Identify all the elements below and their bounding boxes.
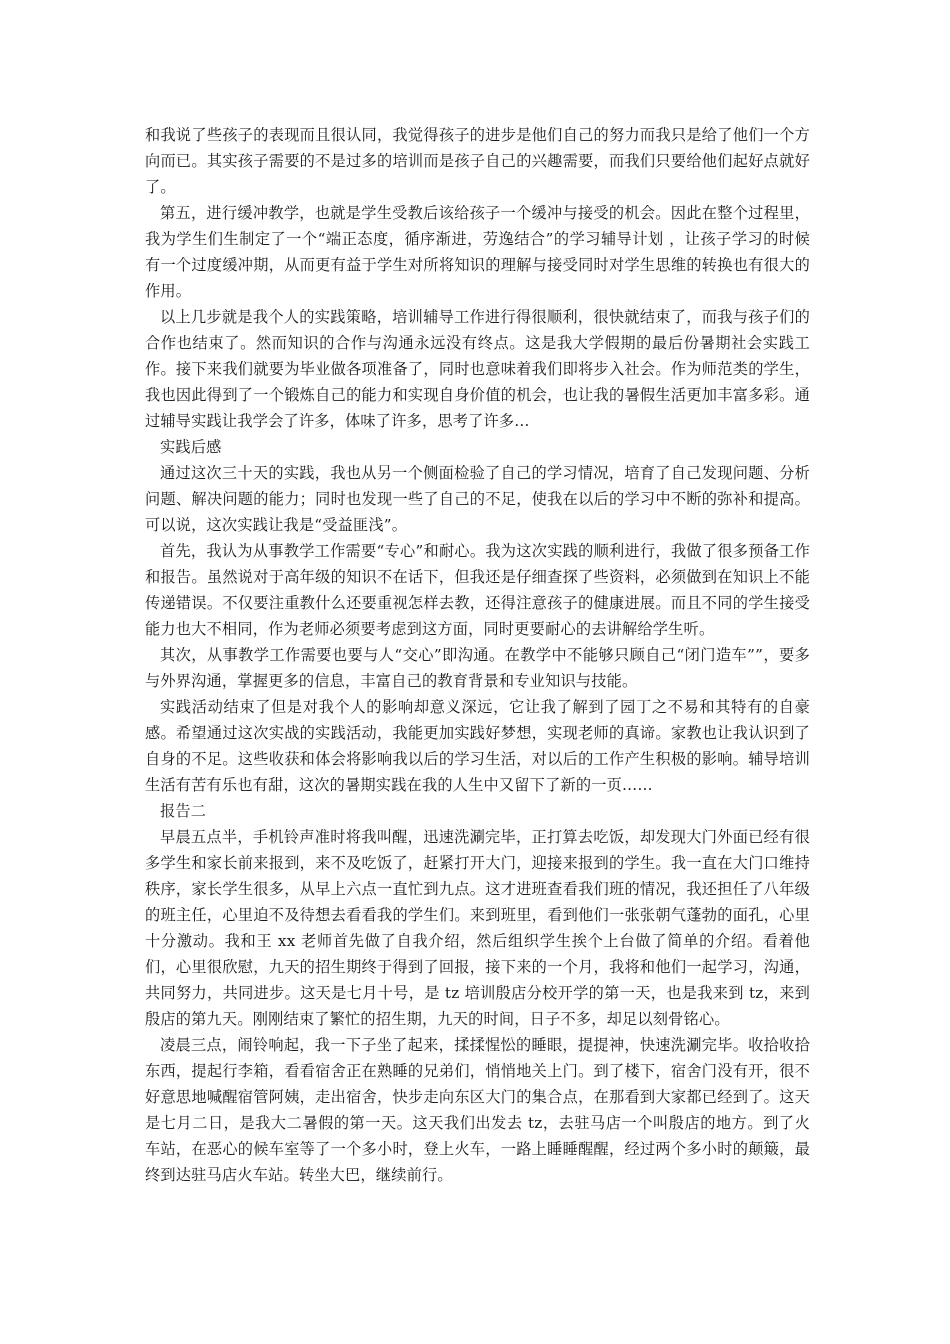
paragraph-11: 凌晨三点，闹铃响起，我一下子坐了起来，揉揉惺忪的睡眼，提提神，快速洗涮完毕。收拾收拾东西，提起行李箱，看看宿舍正在熟睡的兄弟们，悄悄地关上门。到了楼下，宿舍门没有开，很不好意思地喊醒宿管阿姨，走出宿舍，快步走向东区大门的集合点，在那看到大家都已经到了。这天是七月二日，是我大二暑假的第一天。这天我们出发去 tz，去驻马店一个叫殷店的地方。到了火车站，在恶心的候车室等了一个多小时，登上火车，一路上睡睡醒醒，经过两个多小时的颠簸，最终到达驻马店火车站。转坐大巴，继续前行。 (145, 1036, 810, 1184)
paragraph-10: 早晨五点半，手机铃声准时将我叫醒，迅速洗涮完毕，正打算去吃饭，却发现大门外面已经有很多学生和家长前来报到，来不及吃饭了，赶紧打开大门，迎接来报到的学生。我一直在大门口维持秩序，家长学生很多，从早上六点一直忙到九点。这才进班查看我们班的情况，我还担任了八年级的班主任，心里迫不及待想去看看我的学生们。来到班里，看到他们一张张朝气蓬勃的面孔，心里十分激动。我和王 xx 老师首先做了自我介绍，然后组织学生挨个上台做了简单的介绍。看着他们，心里很欣慰，九天的招生期终于得到了回报，接下来的一个月，我将和他们一起学习，沟通，共同努力，共同进步。这天是七月十号，是 tz 培训殷店分校开学的第一天，也是我来到 tz，来到殷店的第九天。刚刚结束了繁忙的招生期，九天的时间，日子不多，却足以刻骨铭心。 (145, 828, 810, 1028)
paragraph-5: 通过这次三十天的实践，我也从另一个侧面检验了自己的学习情况，培育了自己发现问题、分析问题、解决问题的能力；同时也发现一些了自己的不足，使我在以后的学习中不断的弥补和提高。可以说，这次实践让我是“受益匪浅”。 (145, 464, 810, 534)
paragraph-8: 实践活动结束了但是对我个人的影响却意义深远，它让我了解到了园丁之不易和其特有的自豪感。希望通过这次实战的实践活动，我能更加实践好梦想，实现老师的真谛。家教也让我认识到了自身的不足。这些收获和体会将影响我以后的学习生活，对以后的工作产生积极的影响。辅导培训生活有苦有乐也有甜，这次的暑期实践在我的人生中又留下了新的一页…… (145, 698, 810, 794)
document-body (145, 122, 810, 1188)
paragraph-2: 第五，进行缓冲教学，也就是学生受教后该给孩子一个缓冲与接受的机会。因此在整个过程里，我为学生们生制定了一个“端正态度，循序渐进，劳逸结合”的学习辅导计划 ，让孩子学习的时候有一个过度缓冲期，从而更有益于学生对所将知识的理解与接受同时对学生思维的转换也有很大的作用。 (145, 204, 810, 300)
paragraph-1: 和我说了些孩子的表现而且很认同，我觉得孩子的进步是他们自己的努力而我只是给了他们一个方向而已。其实孩子需要的不是过多的培训而是孩子自己的兴趣需要，而我们只要给他们起好点就好了。 (145, 126, 810, 196)
paragraph-7: 其次，从事教学工作需要也要与人“交心”即沟通。在教学中不能够只顾自己“闭门造车””，要多与外界沟通，掌握更多的信息，丰富自己的教育背景和专业知识与技能。 (145, 646, 810, 690)
section-heading-report-two: 报告二 (160, 802, 207, 820)
paragraph-3: 以上几步就是我个人的实践策略，培训辅导工作进行得很顺利，很快就结束了，而我与孩子们的合作也结束了。然而知识的合作与沟通永远没有终点。这是我大学假期的最后份暑期社会实践工作。接下来我们就要为毕业做各项准备了，同时也意味着我们即将步入社会。作为师范类的学生，我也因此得到了一个锻炼自己的能力和实现自身价值的机会，也让我的暑假生活更加丰富多彩。通过辅导实践让我学会了许多，体味了许多，思考了许多… (145, 308, 810, 430)
section-heading-practice-reflection: 实践后感 (160, 438, 222, 456)
paragraph-6: 首先，我认为从事教学工作需要“专心”和耐心。我为这次实践的顺利进行，我做了很多预备工作和报告。虽然说对于高年级的知识不在话下，但我还是仔细查探了些资料，必须做到在知识上不能传递错误。不仅要注重教什么还要重视怎样去教，还得注意孩子的健康进展。而且不同的学生接受能力也大不相同，作为老师必须要考虑到这方面，同时更要耐心的去讲解给学生听。 (145, 542, 810, 638)
